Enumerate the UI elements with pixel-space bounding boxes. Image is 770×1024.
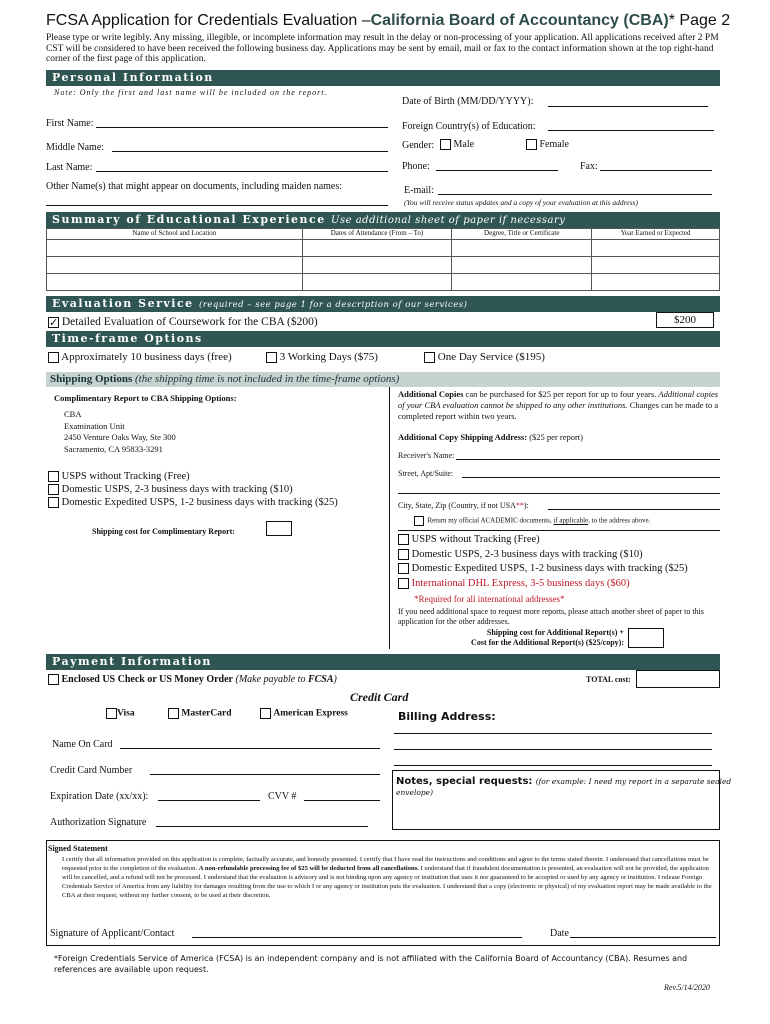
date-label: Date xyxy=(550,928,569,939)
auth-signature-field[interactable] xyxy=(156,826,368,827)
comp-shipping-options xyxy=(48,470,338,509)
signed-statement-text xyxy=(62,855,714,900)
fax-field[interactable] xyxy=(600,170,712,171)
col-degree: Degree, Title or Certificate xyxy=(452,229,592,240)
payment-header: Payment Information xyxy=(46,654,720,670)
add-ship-usps-tracking-label: Domestic USPS, 2-3 business days with tracking ($10) xyxy=(411,548,643,560)
last-name-label: Last Name: xyxy=(46,162,93,173)
visa-checkbox[interactable] xyxy=(106,708,117,719)
comp-cost-label: Shipping cost for Complimentary Report: xyxy=(92,527,235,536)
billing-address-label xyxy=(398,710,496,723)
gender-label: Gender: xyxy=(402,140,435,151)
city-label-end: ): xyxy=(523,501,529,510)
check-payment-checkbox[interactable] xyxy=(48,674,59,685)
check-payment-fcsa: FCSA xyxy=(307,674,334,685)
amex-checkbox[interactable] xyxy=(260,708,271,719)
female-label: Female xyxy=(539,139,569,150)
billing-address-line[interactable] xyxy=(394,733,712,734)
check-payment-label: Enclosed US Check or US Money Order xyxy=(61,674,233,685)
additional-copies-changes: Changes can be made to a completed report within two years. xyxy=(398,400,719,421)
address-line: CBA xyxy=(64,409,82,419)
shipping-header-title: Shipping Options xyxy=(50,373,133,385)
gender-female-option[interactable] xyxy=(526,139,569,150)
street-field[interactable] xyxy=(462,477,720,478)
dates-cell[interactable] xyxy=(302,274,452,291)
visa-option[interactable] xyxy=(106,708,135,719)
add-cost-line1: Shipping cost for Additional Report(s) + xyxy=(486,628,624,637)
table-row xyxy=(47,257,720,274)
amex-label: American Express xyxy=(273,708,348,719)
shipping-header xyxy=(46,372,720,387)
education-header-row xyxy=(47,229,720,240)
mastercard-checkbox[interactable] xyxy=(168,708,179,719)
personal-note: Note: Only the first and last name will be included on the report. xyxy=(54,88,328,97)
street-label: Street, Apt/Suite: xyxy=(398,469,454,478)
page-title: FCSA Application for Credentials Evaluation –California Board of Accountancy (CBA)* Page 2 xyxy=(46,12,731,29)
evaluation-header xyxy=(46,296,720,312)
street-field-2[interactable] xyxy=(398,493,720,494)
female-checkbox[interactable] xyxy=(526,139,537,150)
total-cost-field[interactable] xyxy=(636,670,720,688)
cvv-field[interactable] xyxy=(304,800,380,801)
timeframe-3day-checkbox[interactable] xyxy=(266,352,277,363)
signed-statement-title: Signed Statement xyxy=(48,844,108,853)
degree-cell[interactable] xyxy=(452,257,592,274)
signed-text-fee: A non-refundable processing fee of $25 will be deducted from all cancellations. xyxy=(198,865,419,872)
add-ship-intl-label: International DHL Express, 3-5 business days ($60) xyxy=(411,577,630,589)
dates-cell[interactable] xyxy=(302,240,452,257)
signed-text-part1: I certify that all information provided on this application is complete, factually accurate, and honestly presented. I certify that I have read the instructions and conditions and agree to the terms stated therein. I understand that cancellations must be requested prior to the completion of the evaluation. xyxy=(62,856,709,872)
receiver-label: Receiver's Name: xyxy=(398,451,455,460)
date-field[interactable] xyxy=(570,937,716,938)
add-ship-usps-tracking-checkbox[interactable] xyxy=(398,549,409,560)
table-row xyxy=(47,274,720,291)
evaluation-header-title: Evaluation Service xyxy=(52,297,194,310)
timeframe-1day-checkbox[interactable] xyxy=(424,352,435,363)
expiration-label: Expiration Date (xx/xx): xyxy=(50,791,149,802)
notes-example: (for example: I need my report in a separate sealed envelope) xyxy=(396,777,732,797)
first-name-field[interactable] xyxy=(96,127,388,128)
male-checkbox[interactable] xyxy=(440,139,451,150)
add-ship-address-fee: ($25 per report) xyxy=(529,432,583,442)
comp-cost-field[interactable] xyxy=(266,521,292,536)
return-documents-label-underlined: if applicable xyxy=(553,516,589,525)
middle-name-label: Middle Name: xyxy=(46,142,105,153)
additional-copies-info: can be purchased for $25 per report for up to four years. xyxy=(463,389,659,399)
email-note: (You will receive status updates and a copy of your evaluation at this address) xyxy=(404,198,638,207)
table-row xyxy=(47,240,720,257)
signed-text-part2: I understand that if fraudulent documentation is presented, an evaluation will not be provided, the application will be cancelled, and a refund will not be processed. I understand that the evaluation is advisory and is not binding upon any agency or institution that uses it nor guaranteed to be accepted or used by any agency or institution. I release Foreign Credentials Service of America from any liability for damages resulting from the use to which I or any agency or institution puts the evaluation. I understand that a copy (electronic or physical) of my evaluation report may be made available to the CBA at their request, without my further consent, to be used at their discretion. xyxy=(62,865,712,899)
expiration-field[interactable] xyxy=(158,800,260,801)
school-cell[interactable] xyxy=(47,274,303,291)
name-on-card-field[interactable] xyxy=(120,748,380,749)
email-label: E-mail: xyxy=(404,185,434,196)
evaluation-header-sub: (required – see page 1 for a description of our services) xyxy=(198,300,468,310)
comp-ship-usps-free[interactable] xyxy=(48,470,338,483)
personal-info-header: Personal Information xyxy=(46,70,720,86)
comp-report-title: Complimentary Report to CBA Shipping Options: xyxy=(54,393,237,403)
col-year: Year Earned or Expected xyxy=(592,229,720,240)
return-documents-label-pre: Return my official ACADEMIC documents, xyxy=(427,516,554,525)
phone-label: Phone: xyxy=(402,161,430,172)
check-payment-option[interactable] xyxy=(48,674,337,685)
shipping-header-sub: (the shipping time is not included in the time-frame options) xyxy=(135,373,400,385)
cvv-label: CVV # xyxy=(268,791,297,802)
additional-copies-note: Additional copies of your CBA evaluation cannot be shipped to any other institutions. xyxy=(398,389,719,410)
add-ship-usps-free-checkbox[interactable] xyxy=(398,534,409,545)
middle-name-field[interactable] xyxy=(112,151,388,152)
city-field[interactable] xyxy=(548,509,720,510)
timeframe-10day-checkbox[interactable] xyxy=(48,352,59,363)
education-table xyxy=(46,228,720,291)
return-documents-label-post: , to the address above. xyxy=(588,516,651,525)
amex-option[interactable] xyxy=(260,708,348,719)
dob-field[interactable] xyxy=(548,106,708,107)
education-header-title: Summary of Educational Experience xyxy=(52,213,326,226)
add-shipping-options xyxy=(398,533,688,591)
auth-signature-label: Authorization Signature xyxy=(50,817,147,828)
more-reports-note: If you need additional space to request more reports, please attach another sheet of paper to this application for the other addresses. xyxy=(398,607,704,626)
mastercard-label: MasterCard xyxy=(181,708,232,719)
billing-address-line[interactable] xyxy=(394,749,712,750)
receiver-field[interactable] xyxy=(456,459,720,460)
applicant-signature-field[interactable] xyxy=(192,937,522,938)
year-cell[interactable] xyxy=(592,274,720,291)
col-school: Name of School and Location xyxy=(47,229,303,240)
billing-address-title: Billing Address: xyxy=(398,710,496,723)
total-cost-label: TOTAL cost: xyxy=(586,675,631,684)
timeframe-10day-label: Approximately 10 business days (free) xyxy=(61,351,232,363)
add-cost-field[interactable] xyxy=(628,628,664,648)
revision-date: Rev.5/14/2020 xyxy=(664,983,710,992)
notes-title: Notes, special requests: xyxy=(396,776,533,787)
add-cost-line2: Cost for the Additional Report(s) ($25/copy): xyxy=(471,638,624,647)
return-documents-option[interactable] xyxy=(414,516,650,526)
city-label-text: City, State, Zip (Country, if not USA xyxy=(398,501,516,510)
timeframe-option-10day[interactable] xyxy=(48,351,232,363)
timeframe-1day-label: One Day Service ($195) xyxy=(437,351,545,363)
evaluation-price: $200 xyxy=(656,312,714,328)
add-ship-expedited[interactable] xyxy=(398,562,688,577)
city-label xyxy=(398,501,529,510)
add-ship-address-title: Additional Copy Shipping Address: xyxy=(398,432,528,442)
notes-label xyxy=(396,776,770,798)
year-cell[interactable] xyxy=(592,257,720,274)
add-ship-address-label xyxy=(398,432,583,442)
other-names-field[interactable] xyxy=(46,205,388,206)
credit-card-title: Credit Card xyxy=(350,690,409,704)
return-documents-checkbox[interactable] xyxy=(414,516,424,526)
comp-ship-usps-tracking-checkbox[interactable] xyxy=(48,484,59,495)
comp-ship-usps-tracking-label: Domestic USPS, 2-3 business days with tracking ($10) xyxy=(61,484,293,495)
comp-ship-expedited[interactable] xyxy=(48,496,338,509)
timeframe-option-1day[interactable] xyxy=(424,351,545,363)
add-ship-usps-free-label: USPS without Tracking (Free) xyxy=(411,534,540,545)
last-name-field[interactable] xyxy=(96,171,388,172)
applicant-signature-label: Signature of Applicant/Contact xyxy=(50,928,175,939)
col-dates: Dates of Attendance (From – To) xyxy=(302,229,452,240)
address-line: 2450 Venture Oaks Way, Ste 300 xyxy=(64,432,176,442)
phone-field[interactable] xyxy=(436,170,558,171)
mastercard-option[interactable] xyxy=(168,708,232,719)
add-ship-expedited-checkbox[interactable] xyxy=(398,563,409,574)
add-cost-label xyxy=(400,628,624,648)
dob-label: Date of Birth (MM/DD/YYYY): xyxy=(402,96,534,107)
address-line: Examination Unit xyxy=(64,420,125,431)
return-divider xyxy=(398,530,720,531)
education-header xyxy=(46,212,720,228)
address-line: Sacramento, CA 95833-3291 xyxy=(64,443,163,454)
other-names-label: Other Name(s) that might appear on documents, including maiden names: xyxy=(46,181,343,192)
footer-note: *Foreign Credentials Service of America (FCSA) is an independent company and is not affiliated with the California Board of Accountancy (CBA). Resumes and references are available upon request. xyxy=(54,954,688,974)
year-cell[interactable] xyxy=(592,240,720,257)
comp-ship-usps-tracking[interactable] xyxy=(48,483,338,496)
visa-label: Visa xyxy=(117,708,135,719)
fax-label: Fax: xyxy=(580,161,598,172)
intl-required-note: *Required for all international addresses* xyxy=(414,594,565,604)
add-ship-usps-tracking[interactable] xyxy=(398,548,688,563)
evaluation-label: Detailed Evaluation of Coursework for the CBA ($200) xyxy=(61,316,318,328)
intro-text: Please type or write legibly. Any missing, illegible, or incomplete information may result in the delay or non-processing of your application. All applications received after 2 PM CST will be considered to have been received the following business day. Applications may be sent by email, mail or fax to the contact information shown at the top right-hand corner of the first page of this application. xyxy=(46,33,719,64)
evaluation-option[interactable] xyxy=(48,316,318,328)
cba-address xyxy=(64,409,176,455)
check-payment-note-end: ) xyxy=(333,674,337,685)
gender-male-option[interactable] xyxy=(440,139,474,150)
shipping-divider xyxy=(389,387,390,649)
timeframe-3day-label: 3 Working Days ($75) xyxy=(279,351,378,363)
additional-copies-title: Additional Copies xyxy=(398,389,464,399)
billing-address-line[interactable] xyxy=(394,765,712,766)
evaluation-checkbox[interactable]: ✓ xyxy=(49,316,59,329)
card-number-label: Credit Card Number xyxy=(50,765,133,776)
add-ship-intl-checkbox[interactable] xyxy=(398,578,409,589)
male-label: Male xyxy=(453,139,475,150)
add-ship-intl-dhl[interactable] xyxy=(398,577,688,592)
check-payment-note: (Make payable to xyxy=(232,674,308,685)
foreign-country-label: Foreign Country(s) of Education: xyxy=(402,121,536,132)
add-ship-expedited-label: Domestic Expedited USPS, 1-2 business days with tracking ($25) xyxy=(411,563,688,574)
school-cell[interactable] xyxy=(47,240,303,257)
comp-ship-usps-free-label: USPS without Tracking (Free) xyxy=(61,471,190,482)
add-ship-usps-free[interactable] xyxy=(398,533,688,548)
card-number-field[interactable] xyxy=(150,774,380,775)
degree-cell[interactable] xyxy=(452,240,592,257)
first-name-label: First Name: xyxy=(46,118,94,129)
timeframe-header: Time-frame Options xyxy=(46,331,720,347)
comp-ship-usps-free-checkbox[interactable] xyxy=(48,471,59,482)
comp-ship-expedited-checkbox[interactable] xyxy=(48,497,59,508)
education-header-sub: Use additional sheet of paper if necessary xyxy=(331,215,566,226)
degree-cell[interactable] xyxy=(452,274,592,291)
name-on-card-label: Name On Card xyxy=(52,739,113,750)
foreign-country-field[interactable] xyxy=(548,130,714,131)
school-cell[interactable] xyxy=(47,257,303,274)
additional-copies-text xyxy=(398,389,720,422)
email-field[interactable] xyxy=(438,194,712,195)
city-label-star: ** xyxy=(515,501,524,510)
comp-ship-expedited-label: Domestic Expedited USPS, 1-2 business days with tracking ($25) xyxy=(61,497,338,508)
dates-cell[interactable] xyxy=(302,257,452,274)
timeframe-option-3day[interactable] xyxy=(266,351,378,363)
